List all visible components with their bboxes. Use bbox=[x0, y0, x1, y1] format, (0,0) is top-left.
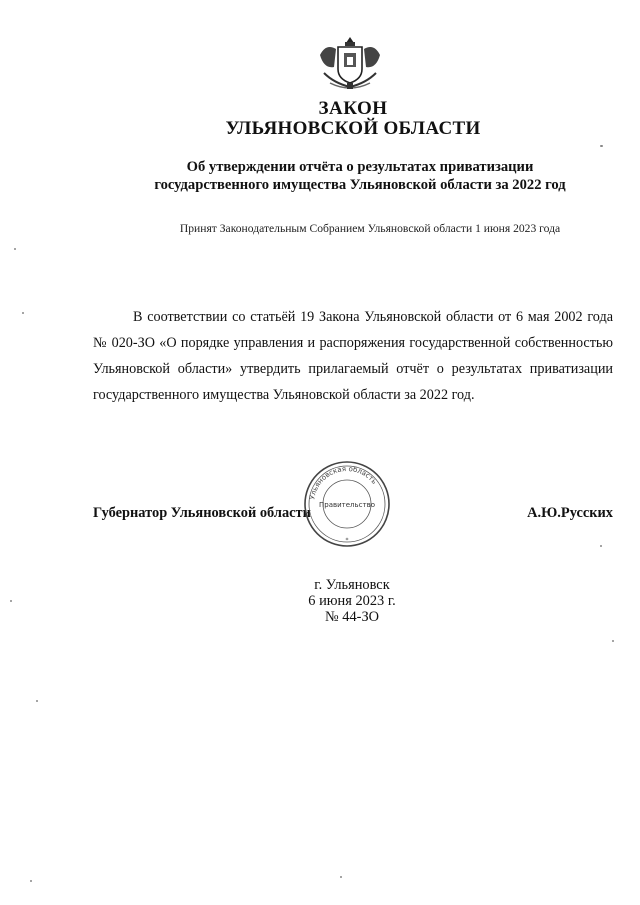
coat-of-arms-icon bbox=[316, 33, 384, 95]
scan-speck bbox=[10, 600, 12, 602]
svg-text:*: * bbox=[345, 537, 349, 544]
scan-speck bbox=[36, 700, 38, 702]
place-of-signing: г. Ульяновск bbox=[314, 577, 390, 593]
law-body bbox=[93, 304, 613, 408]
body-paragraph: В соответствии со статьёй 19 Закона Ульяновской области от 6 мая 2002 года № 020-ЗО «О порядке управления и распоряжения государственной собственностью Ульяновской области» утвердить прилагаемый отчёт о результатах приватизации государственного имущества Ульяновской области за 2022 год. bbox=[93, 309, 613, 403]
document-type-title: ЗАКОН bbox=[318, 98, 388, 119]
scan-speck bbox=[600, 145, 603, 147]
signatory-name: А.Ю.Русских bbox=[527, 505, 613, 521]
svg-text:Правительство: Правительство bbox=[319, 501, 375, 509]
subject-line-2: государственного имущества Ульяновской области за 2022 год bbox=[154, 177, 566, 193]
signatory-title: Губернатор Ульяновской области bbox=[93, 505, 311, 521]
region-title: УЛЬЯНОВСКОЙ ОБЛАСТИ bbox=[225, 118, 481, 139]
law-subject bbox=[100, 158, 620, 194]
scan-speck bbox=[612, 640, 614, 642]
scan-speck bbox=[22, 312, 24, 314]
adoption-note: Принят Законодательным Собранием Ульяновской области 1 июня 2023 года bbox=[179, 222, 561, 235]
scan-speck bbox=[600, 545, 602, 547]
signing-date: 6 июня 2023 г. bbox=[308, 593, 396, 609]
scan-speck bbox=[30, 880, 32, 882]
scan-speck bbox=[14, 248, 16, 250]
svg-text:Ульяновская область: Ульяновская область bbox=[308, 464, 379, 501]
official-seal-stamp bbox=[302, 459, 392, 549]
subject-line-1: Об утверждении отчёта о результатах приватизации bbox=[186, 159, 534, 175]
law-number: № 44-ЗО bbox=[324, 609, 380, 625]
scan-speck bbox=[340, 876, 342, 878]
